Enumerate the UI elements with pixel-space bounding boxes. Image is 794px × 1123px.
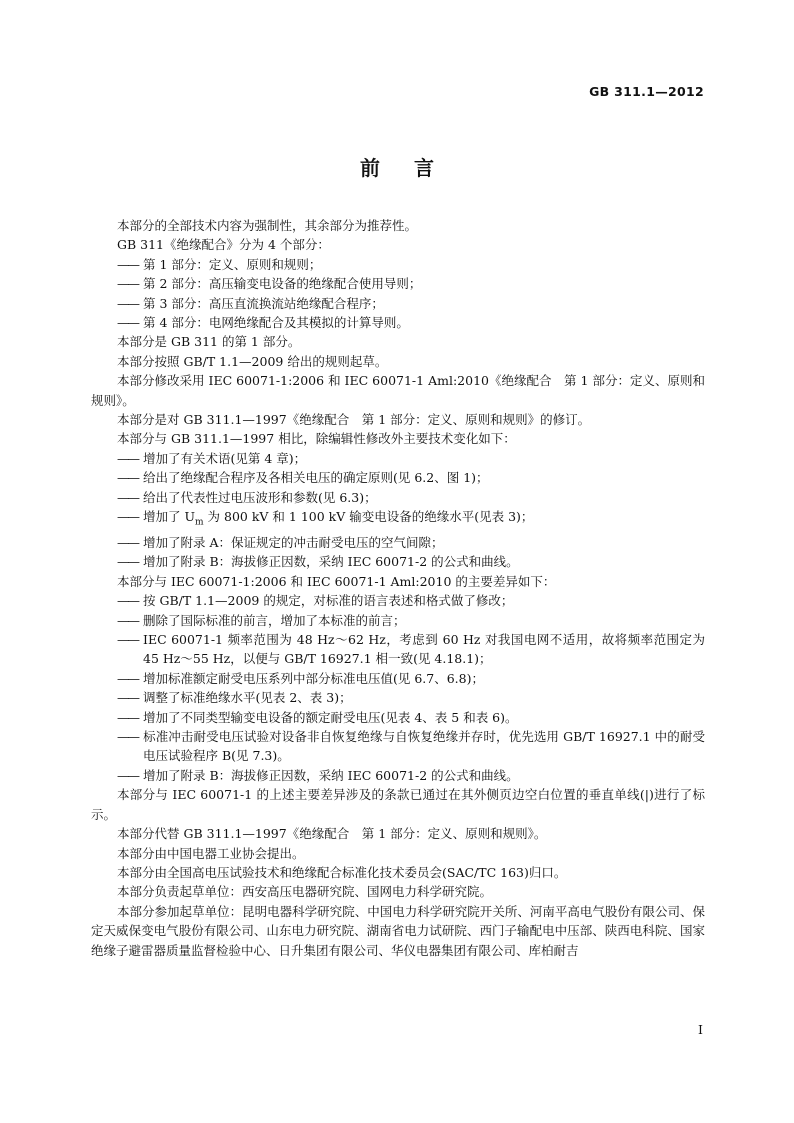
list-item-text: 调整了标准绝缘水平(见表 2、表 3)；: [143, 690, 352, 706]
paragraph: 本部分由全国高电压试验技术和绝缘配合标准化技术委员会(SAC/TC 163)归口。: [117, 864, 567, 880]
list-item-text: 增加标准额定耐受电压系列中部分标准电压值(见 6.7、6.8)；: [143, 670, 484, 686]
list-item: [91, 727, 705, 766]
list-item-text: 为 800 kV 和 1 100 kV 输变电设备的绝缘水平(见表 3)；: [203, 509, 534, 525]
list-item: [91, 669, 705, 688]
paragraph: 本部分的全部技术内容为强制性，其余部分为推荐性。: [117, 218, 418, 233]
list-item: [91, 274, 705, 293]
dash-bullet: ——: [117, 489, 138, 505]
dash-bullet: ——: [117, 535, 138, 550]
list-item: [91, 708, 705, 727]
paragraph: 本部分与 IEC 60071-1 的上述主要差异涉及的条款已通过在其外侧页边空白位置的垂直单线(|)进行了标示。: [91, 787, 705, 822]
dash-bullet: ——: [117, 767, 138, 783]
dash-bullet: ——: [117, 276, 138, 292]
list-item: [91, 468, 705, 487]
dash-bullet: ——: [117, 632, 138, 648]
paragraph: 本部分代替 GB 311.1—1997《绝缘配合 第 1 部分：定义、原则和规则》。: [117, 826, 547, 842]
dash-bullet: ——: [117, 709, 138, 725]
paragraph: 本部分参加起草单位：昆明电器科学研究院、中国电力科学研究院开关所、河南平高电气股份有限公司、保定天威保变电气股份有限公司、山东电力研究院、湖南省电力试研院、西门子输配电中压部、陕西电科院、国家绝缘子避雷器质量监督检验中心、日升集团有限公司、华仪电器集团有限公司、库柏耐吉: [91, 903, 705, 958]
list-item-text: 第 4 部分：电网绝缘配合及其模拟的计算导则。: [143, 315, 409, 331]
paragraph: 本部分是 GB 311 的第 1 部分。: [117, 334, 301, 350]
list-item-text: 删除了国际标准的前言，增加了本标准的前言；: [143, 612, 406, 628]
dash-bullet: ——: [117, 295, 138, 311]
list-item: [91, 533, 705, 552]
dash-bullet: ——: [117, 256, 138, 272]
dash-bullet: ——: [117, 450, 138, 466]
list-item-text: 第 2 部分：高压输变电设备的绝缘配合使用导则；: [143, 276, 422, 292]
list-item: [91, 507, 705, 533]
list-item-text: 第 1 部分：定义、原则和规则；: [143, 256, 322, 272]
list-item: [91, 611, 705, 630]
list-item-text: IEC 60071-1 频率范围为 48 Hz～62 Hz，考虑到 60 Hz 对我国电网不适用，故将频率范围定为 45 Hz～55 Hz，以便与 GB/T 16927.1 相一致(见 4.18.1)；: [143, 632, 705, 667]
paragraph: GB 311《绝缘配合》分为 4 个部分：: [117, 237, 330, 253]
list-item-text: 增加了有关术语(见第 4 章)；: [143, 450, 307, 466]
dash-bullet: ——: [117, 729, 138, 745]
list-item: [91, 552, 705, 571]
list-item-text: 增加了附录 B：海拔修正因数，采纳 IEC 60071-2 的公式和曲线。: [143, 554, 519, 570]
list-item-text: 按 GB/T 1.1—2009 的规定，对标准的语言表述和格式做了修改；: [143, 593, 514, 609]
list-item: [91, 630, 705, 669]
dash-bullet: ——: [117, 670, 138, 686]
standard-number: GB 311.1—2012: [589, 84, 704, 99]
subscript: m: [195, 517, 204, 528]
list-item: [91, 313, 705, 332]
list-item-text: 给出了绝缘配合程序及各相关电压的确定原则(见 6.2、图 1)；: [143, 470, 489, 486]
list-item: [91, 255, 705, 274]
paragraph: 本部分修改采用 IEC 60071-1:2006 和 IEC 60071-1 Aml:2010《绝缘配合 第 1 部分：定义、原则和规则》。: [91, 373, 705, 408]
page-title: 前言: [360, 156, 468, 180]
list-item-text: 给出了代表性过电压波形和参数(见 6.3)；: [143, 489, 377, 505]
list-item: [91, 766, 705, 785]
list-item: [91, 488, 705, 507]
list-item-text: 标准冲击耐受电压试验对设备非自恢复绝缘与自恢复绝缘并存时，优先选用 GB/T 16927.1 中的耐受电压试验程序 B(见 7.3)。: [143, 729, 705, 764]
list-item: [91, 449, 705, 468]
list-item-text: 增加了 U: [143, 509, 196, 525]
document-body: [91, 216, 705, 960]
paragraph: 本部分与 IEC 60071-1:2006 和 IEC 60071-1 Aml:2010 的主要差异如下：: [117, 573, 556, 589]
dash-bullet: ——: [117, 554, 138, 570]
list-item-text: 增加了不同类型输变电设备的额定耐受电压(见表 4、表 5 和表 6)。: [143, 709, 518, 725]
list-item: [91, 688, 705, 707]
list-item-text: 第 3 部分：高压直流换流站绝缘配合程序；: [143, 295, 384, 311]
list-item-text: 增加了附录 A：保证规定的冲击耐受电压的空气间隙；: [143, 535, 444, 550]
dash-bullet: ——: [117, 509, 138, 525]
list-item-text: 增加了附录 B：海拔修正因数，采纳 IEC 60071-2 的公式和曲线。: [143, 767, 519, 783]
dash-bullet: ——: [117, 470, 138, 486]
dash-bullet: ——: [117, 690, 138, 706]
list-item: [91, 294, 705, 313]
paragraph: 本部分是对 GB 311.1—1997《绝缘配合 第 1 部分：定义、原则和规则》的修订。: [117, 412, 591, 428]
page-number: I: [698, 1022, 703, 1037]
paragraph: 本部分负责起草单位：西安高压电器研究院、国网电力科学研究院。: [117, 884, 493, 900]
paragraph: 本部分按照 GB/T 1.1—2009 给出的规则起草。: [117, 353, 388, 369]
dash-bullet: ——: [117, 315, 138, 331]
paragraph: 本部分由中国电器工业协会提出。: [117, 845, 305, 861]
dash-bullet: ——: [117, 593, 138, 609]
paragraph: 本部分与 GB 311.1—1997 相比，除编辑性修改外主要技术变化如下：: [117, 431, 516, 447]
list-item: [91, 591, 705, 610]
dash-bullet: ——: [117, 612, 138, 628]
